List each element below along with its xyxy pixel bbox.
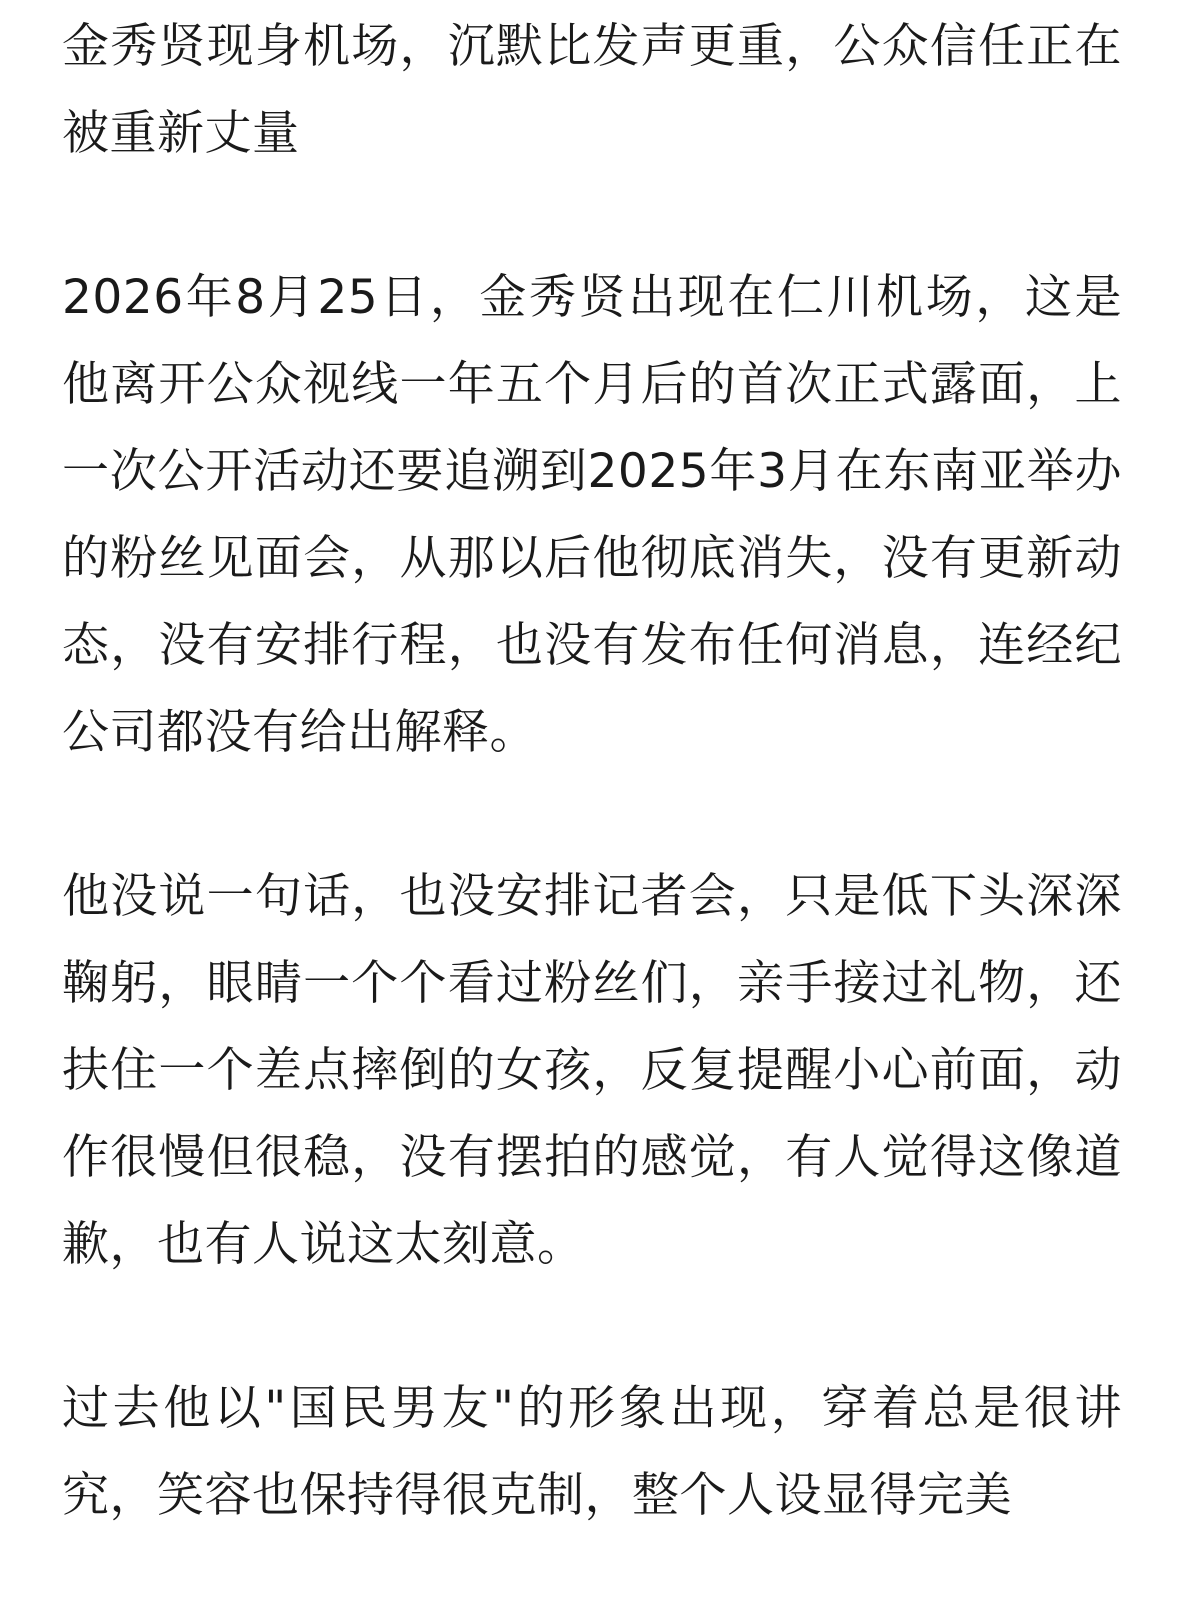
article-paragraph-1: 2026年8月25日，金秀贤出现在仁川机场，这是他离开公众视线一年五个月后的首次正式露面，上一次公开活动还要追溯到2025年3月在东南亚举办的粉丝见面会，从那以后他彻底消失，没有更新动态，没有安排行程，也没有发布任何消息，连经纪公司都没有给出解释。 <box>62 270 1122 760</box>
article-paragraph-3: 过去他以"国民男友"的形象出现，穿着总是很讲究，笑容也保持得很克制，整个人设显得完美 <box>62 1381 1122 1523</box>
article-title: 金秀贤现身机场，沉默比发声更重，公众信任正在被重新丈量 <box>62 19 1122 161</box>
article-paragraph-2: 他没说一句话，也没安排记者会，只是低下头深深鞠躬，眼睛一个个看过粉丝们，亲手接过礼物，还扶住一个差点摔倒的女孩，反复提醒小心前面，动作很慢但很稳，没有摆拍的感觉，有人觉得这像道歉，也有人说这太刻意。 <box>62 869 1122 1272</box>
article-body <box>62 3 1122 1616</box>
